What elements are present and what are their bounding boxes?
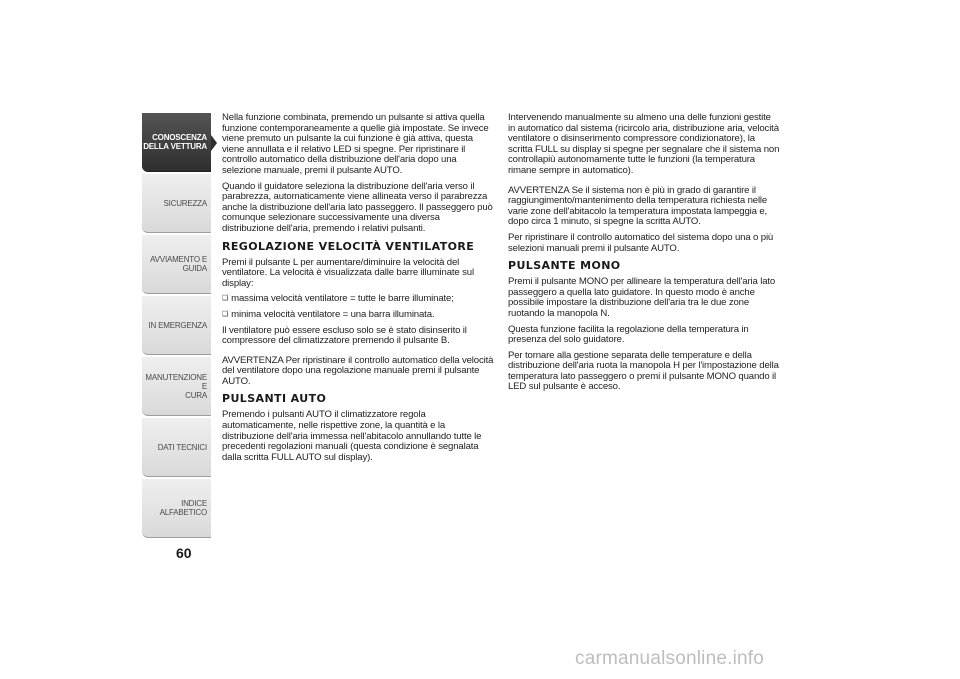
tab-label-line1: AVVIAMENTO E [150,255,207,264]
checkbox-bullet-icon: ❏ [222,310,229,318]
checkbox-bullet-icon: ❏ [222,295,229,303]
section-heading-fan-speed: REGOLAZIONE VELOCITÀ VENTILATORE [222,239,475,253]
tab-label-line2: CURA [185,390,207,400]
list-item-text: massima velocità ventilatore = tutte le barre illuminate; [231,293,454,305]
tab-label-line2: GUIDA [182,264,207,273]
paragraph-warning: AVVERTENZA Se il sistema non è più in grado di garantire il raggiungimento/mantenimento della temperatura richiesta nelle varie zone dell'abitacolo la temperatura impostata lampeggia e, dopo circa 1 minuto, si spegne la scritta AUTO. [508,184,768,228]
paragraph: Premi il pulsante L per aumentare/diminuire la velocità del ventilatore. La velocità è visualizzata dalle barre illuminate sul display: [222,256,474,289]
paragraph: Premendo i pulsanti AUTO il climatizzatore regola automaticamente, nelle rispettive zone, la quantità e la distribuzione dell'aria immessa nell'abitacolo annullando tutte le precedenti regolazioni manuali (questa condizione è segnalata dalla scritta FULL AUTO sul display). [222,409,482,463]
section-heading-mono-button: PULSANTE MONO [508,259,621,273]
paragraph: Il ventilatore può essere escluso solo se è stato disinserito il compressore del climatizzatore premendo il pulsante B. [222,324,467,347]
paragraph: Per ripristinare il controllo automatico del sistema dopo una o più selezioni manuali premi il pulsante AUTO. [508,231,774,254]
tab-in-emergenza[interactable] [142,295,211,355]
tab-manutenzione-e-cura[interactable] [142,356,211,416]
list-item-text: minima velocità ventilatore = una barra illuminata. [231,308,435,320]
tab-dati-tecnici[interactable] [142,417,211,477]
tab-sicurezza[interactable] [142,173,211,233]
list-item [222,294,494,305]
paragraph: Quando il guidatore seleziona la distribuzione dell'aria verso il parabrezza, automaticamente viene allineata verso il parabrezza anche la distribuzione dell'aria lato passeggero. Il passeggero può comunque selezionare successivamente una diversa distribuzione dell'aria, premendo i relativi pulsanti. [222,180,493,234]
tab-avviamento-e-guida[interactable] [142,234,211,294]
chapter-index-sidebar [142,112,211,536]
tab-label-line1: CONOSCENZA [152,133,207,142]
page-number: 60 [176,545,192,561]
paragraph: Intervenendo manualmente su almeno una delle funzioni gestite in automatico dal sistema (ricircolo aria, distribuzione aria, velocità ventilatore o disinserimento compressore condizionatore), la scritta FULL su display si spegne per segnalare che il sistema non controllapiù autonomamente tutte le funzioni (la temperatura rimane sempre in automatico). [508,112,780,176]
tab-label-line1: IN EMERGENZA [148,320,207,330]
tab-label-line1: INDICE ALFABETICO [159,499,207,517]
tab-label-line1: SICUREZZA [163,198,207,208]
left-column [222,113,494,468]
paragraph: Per tornare alla gestione separata delle temperature e della distribuzione dell'aria ruota la manopola H per l'impostazione della temperatura lato passeggero o premi il pulsante MONO quando il LED sul pulsante è acceso. [508,349,779,393]
tab-label-line1: DATI TECNICI [157,442,207,452]
paragraph: Questa funzione facilita la regolazione della temperatura in presenza del solo guidatore. [508,323,749,346]
paragraph-warning: AVVERTENZA Per ripristinare il controllo automatico della velocità del ventilatore dopo una regolazione manuale premi il pulsante AUTO. [222,354,494,387]
list-item [222,310,494,321]
paragraph: Premi il pulsante MONO per allineare la temperatura dell'aria lato passeggero a quella lato guidatore. In questo modo è anche possibile impostare la distribuzione dell'aria tra le due zone ruotando la manopola N. [508,276,776,319]
tab-indice-alfabetico[interactable] [142,478,211,538]
section-heading-auto-buttons: PULSANTI AUTO [222,392,327,406]
paragraph: Nella funzione combinata, premendo un pulsante si attiva quella funzione contemporaneamente a quelle già impostate. Se invece viene premuto un pulsante la cui funzione è già attiva, questa viene annullata e il relativo LED si spegne. Per ripristinare il controllo automatico della distribuzione dell'aria dopo una selezione manuale, premi il pulsante AUTO. [222,112,489,176]
site-watermark: carmanualsonline.info [575,648,765,669]
tab-conoscenza-della-vettura[interactable] [142,112,211,172]
tab-label-line2: DELLA VETTURA [143,142,207,151]
tab-label-line1: MANUTENZIONE E [145,372,207,391]
right-column [508,113,780,398]
